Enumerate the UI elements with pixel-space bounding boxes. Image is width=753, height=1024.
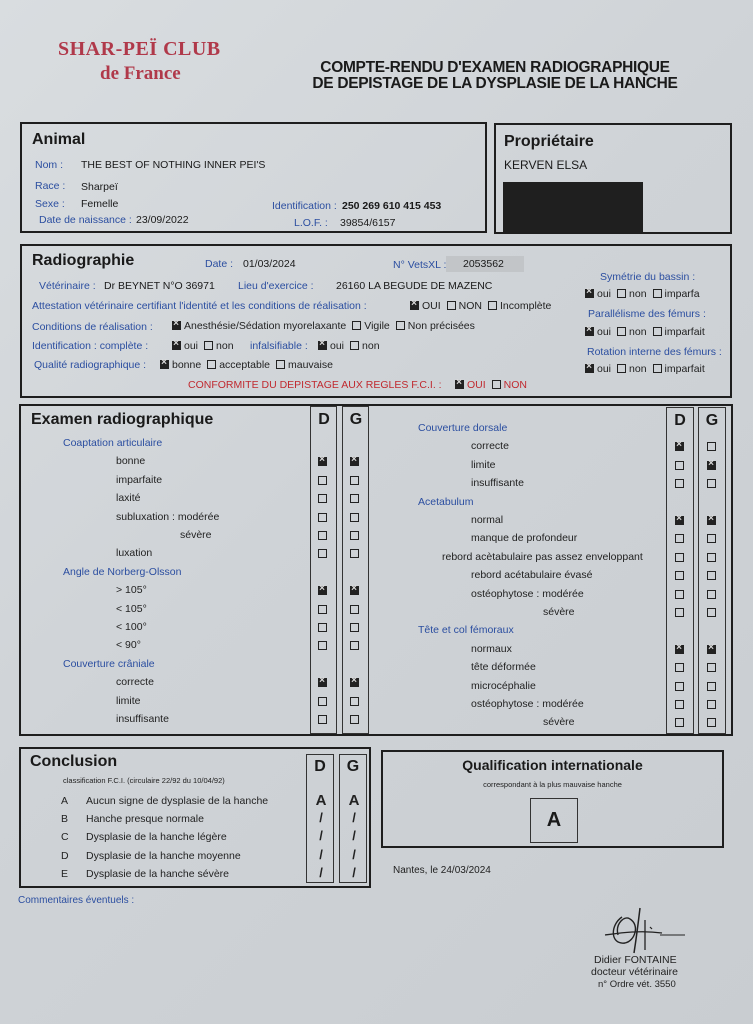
option-oui[interactable] [455,379,486,391]
checkbox-checked-icon[interactable] [585,289,594,298]
option-label: Non précisées [407,320,475,332]
checkbox-empty-icon[interactable] [396,321,405,330]
lieu-label: Lieu d'exercice : [238,280,314,292]
race-label: Race : [35,180,66,192]
qualite-label: Qualité radiographique : [34,359,147,371]
redacted-address [503,182,643,232]
checkbox-empty-icon[interactable] [352,321,361,330]
examen-checkbox-d-checked-icon[interactable] [318,586,327,595]
examen-checkbox-d-empty-icon[interactable] [675,553,684,562]
examen-checkbox-g-empty-icon[interactable] [707,479,716,488]
symetrie-label: Symétrie du bassin : [600,271,696,283]
examen-checkbox-g-empty-icon[interactable] [707,718,716,727]
option-label: imparfait [664,326,705,338]
option-oui[interactable] [585,288,611,300]
examen-checkbox-g-empty-icon[interactable] [350,623,359,632]
option-imparfa[interactable] [653,288,700,300]
conclusion-result-d: / [319,864,323,880]
checkbox-empty-icon[interactable] [350,341,359,350]
examen-checkbox-d-empty-icon[interactable] [675,682,684,691]
sexe-label: Sexe : [35,198,65,210]
examen-checkbox-g-empty-icon[interactable] [707,682,716,691]
conclusion-grade-letter: C [61,831,69,844]
conclusion-grade-label: Dysplasie de la hanche sévère [86,867,230,880]
option-incompl-te[interactable] [488,300,551,312]
checkbox-empty-icon[interactable] [492,380,501,389]
qualification-heading: Qualification internationale [462,757,643,773]
checkbox-checked-icon[interactable] [318,341,327,350]
checkbox-checked-icon[interactable] [172,341,181,350]
option-label: OUI [467,379,486,391]
checkbox-checked-icon[interactable] [455,380,464,389]
option-label: imparfa [664,288,700,300]
examen-checkbox-g-empty-icon[interactable] [707,553,716,562]
symetrie-options [585,288,706,300]
option-anesth-sie-s-dation-myorelaxante[interactable] [172,320,346,332]
conclusion-result-g: / [352,864,356,880]
examen-category: Couverture crâniale [63,657,155,670]
date-label: Date : [205,258,234,270]
qualification-section [381,750,724,848]
title-line-2: DE DEPISTAGE DE LA DYSPLASIE DE LA HANCHE [312,75,678,92]
option-label: non [216,340,234,352]
examen-checkbox-g-empty-icon[interactable] [350,697,359,706]
proprietaire-heading: Propriétaire [504,133,594,150]
examen-checkbox-g-empty-icon[interactable] [350,513,359,522]
examen-checkbox-d-empty-icon[interactable] [675,479,684,488]
examen-right-header-g: G [705,412,719,429]
naissance-value: 23/09/2022 [136,214,189,226]
option-label: oui [330,340,345,352]
conclusion-result-g: / [352,810,356,826]
option-non-pr-cis-es[interactable] [396,320,475,332]
date-value: 01/03/2024 [243,258,296,270]
option-label: imparfait [664,363,705,375]
examen-item-label: ostéophytose : modérée [471,587,584,600]
examen-checkbox-g-checked-icon[interactable] [707,516,716,525]
examen-item-label: limite [471,458,496,471]
examen-category: Couverture dorsale [418,422,508,434]
examen-item-label: manque de profondeur [471,532,578,545]
option-label: acceptable [219,359,270,371]
examen-item-label: sévère [543,606,575,618]
option-label: Incomplète [500,300,552,312]
examen-item-label: correcte [471,440,509,453]
identification-label: Identification : [272,200,337,212]
examen-item-label: < 100° [116,621,147,633]
examen-item-label: insuffisante [471,477,524,490]
examen-item-label: tête déformée [471,661,536,674]
animal-heading: Animal [32,131,86,148]
identification-options [172,340,240,352]
conditions-options [172,320,481,332]
option-label: bonne [172,359,202,371]
examen-item-label: imparfaite [116,473,163,486]
examen-checkbox-g-empty-icon[interactable] [350,476,359,485]
veterinaire-label: Vétérinaire : [39,280,96,292]
infalsifiable-label: infalsifiable : [250,340,308,352]
examen-checkbox-g-empty-icon[interactable] [707,700,716,709]
examen-item-label: ostéophytose : modérée [471,698,584,710]
conformite-label: CONFORMITE DU DEPISTAGE AUX REGLES F.C.I. : [188,379,442,391]
nom-value: THE BEST OF NOTHING INNER PEI'S [81,159,266,171]
examen-item-label: normaux [471,642,512,655]
examen-checkbox-d-empty-icon[interactable] [318,697,327,706]
examen-checkbox-d-empty-icon[interactable] [318,531,327,540]
attestation-options [410,300,557,312]
examen-checkbox-d-empty-icon[interactable] [675,608,684,617]
examen-checkbox-d-checked-icon[interactable] [675,516,684,525]
checkbox-empty-icon[interactable] [447,301,456,310]
examen-checkbox-d-empty-icon[interactable] [675,534,684,543]
conclusion-grade-label: Aucun signe de dysplasie de la hanche [86,795,269,807]
examen-left-header-d: D [318,411,330,428]
vetsxl-label: N° VetsXL : [393,259,447,271]
examen-item-label: sévère [543,716,575,729]
checkbox-empty-icon[interactable] [653,364,662,373]
examen-checkbox-g-empty-icon[interactable] [707,571,716,580]
examen-right-header-d: D [674,412,686,429]
examen-checkbox-d-checked-icon[interactable] [675,645,684,654]
examen-item-label: < 90° [116,639,141,652]
examen-item-label: insuffisante [116,713,169,725]
examen-item-label: normal [471,514,504,526]
examen-left-header-g: G [349,411,363,428]
option-label: mauvaise [288,359,333,371]
checkbox-empty-icon[interactable] [653,327,662,336]
examen-checkbox-g-empty-icon[interactable] [350,531,359,540]
parallelisme-label: Parallélisme des fémurs : [588,308,706,320]
examen-item-label: correcte [116,676,154,689]
lof-value: 39854/6157 [340,217,396,229]
examen-checkbox-g-empty-icon[interactable] [707,534,716,543]
conclusion-grade-label: Hanche presque normale [86,813,204,826]
option-label: oui [184,340,199,352]
examen-checkbox-g-checked-icon[interactable] [350,586,359,595]
examen-checkbox-g-empty-icon[interactable] [350,494,359,503]
conclusion-result-d: A [315,792,327,809]
examen-checkbox-g-empty-icon[interactable] [707,442,716,451]
option-label: NON [503,379,528,391]
club-name: SHAR-PEÏ CLUB [58,38,221,60]
examen-category: Tête et col fémoraux [418,624,514,637]
conclusion-result-g: A [348,792,360,809]
document-title [290,60,700,92]
examen-checkbox-d-empty-icon[interactable] [318,605,327,614]
option-label: non [629,326,647,338]
examen-item-label: laxité [116,492,141,505]
conclusion-grade-letter: B [61,813,69,826]
examen-checkbox-d-empty-icon[interactable] [675,700,684,709]
lieu-value: 26160 LA BEGUDE DE MAZENC [336,280,493,292]
signer-name: Didier FONTAINE [594,954,677,966]
conclusion-result-d: / [319,846,323,862]
option-vigile[interactable] [352,320,390,332]
examen-checkbox-g-checked-icon[interactable] [707,645,716,654]
examen-checkbox-d-empty-icon[interactable] [318,549,327,558]
examen-item-label: > 105° [116,584,147,597]
examen-checkbox-d-checked-icon[interactable] [318,678,327,687]
checkbox-checked-icon[interactable] [585,327,594,336]
conclusion-result-g: / [352,828,356,844]
option-non[interactable] [204,340,234,352]
checkbox-empty-icon[interactable] [617,289,626,298]
examen-item-label: microcéphalie [471,679,536,692]
examen-checkbox-d-empty-icon[interactable] [675,461,684,470]
radiographie-heading: Radiographie [32,252,135,269]
conditions-label: Conditions de réalisation : [32,321,153,333]
rotation-options [585,363,711,375]
examen-checkbox-g-empty-icon[interactable] [350,549,359,558]
nom-label: Nom : [35,159,64,171]
qualite-options [160,359,339,371]
option-label: Anesthésie/Sédation myorelaxante [184,320,347,332]
option-acceptable[interactable] [207,359,270,371]
infalsifiable-options [318,340,386,352]
option-label: OUI [422,300,441,312]
conclusion-result-d: / [319,828,323,844]
examen-item-label: limite [116,694,141,707]
examen-checkbox-g-empty-icon[interactable] [350,605,359,614]
option-non[interactable] [492,379,527,391]
examen-checkbox-g-empty-icon[interactable] [350,715,359,724]
club-country: de France [100,63,181,84]
option-non[interactable] [617,288,647,300]
signer-title: docteur vétérinaire [591,966,678,978]
examen-checkbox-g-checked-icon[interactable] [707,461,716,470]
veterinaire-value: Dr BEYNET N°O 36971 [104,280,215,292]
title-line-1: COMPTE-RENDU D'EXAMEN RADIOGRAPHIQUE [320,59,670,76]
examen-checkbox-d-empty-icon[interactable] [675,663,684,672]
option-non[interactable] [350,340,380,352]
conclusion-grade-letter: A [61,795,69,807]
conclusion-grade-label: Dysplasie de la hanche moyenne [86,849,241,862]
signature-image [600,905,690,955]
conclusion-result-d: / [319,810,323,826]
option-label: oui [597,326,612,338]
examen-item-label: sévère [180,529,212,541]
option-oui[interactable] [172,340,198,352]
proprietaire-name: KERVEN ELSA [504,158,588,172]
option-oui[interactable] [585,326,611,338]
conclusion-subtitle: classification F.C.I. (circulaire 22/92 du 10/04/92) [63,776,225,785]
checkbox-empty-icon[interactable] [488,301,497,310]
radiographie-section [20,244,732,398]
conclusion-grade-letter: D [61,849,69,862]
sexe-value: Femelle [81,198,119,210]
option-mauvaise[interactable] [276,359,333,371]
option-label: oui [597,288,612,300]
signer-ordre: n° Ordre vét. 3550 [598,979,676,990]
examen-checkbox-g-empty-icon[interactable] [707,590,716,599]
option-imparfait[interactable] [653,326,705,338]
examen-item-label: rebord acétabulaire évasé [471,569,593,582]
examen-checkbox-d-empty-icon[interactable] [318,623,327,632]
option-bonne[interactable] [160,359,201,371]
examen-item-label: luxation [116,547,153,560]
option-oui[interactable] [410,300,441,312]
examen-checkbox-d-empty-icon[interactable] [318,715,327,724]
checkbox-empty-icon[interactable] [204,341,213,350]
examen-checkbox-g-empty-icon[interactable] [707,608,716,617]
option-oui[interactable] [318,340,344,352]
rotation-label: Rotation interne des fémurs : [587,346,722,358]
option-oui[interactable] [585,363,611,375]
examen-heading: Examen radiographique [31,411,214,428]
checkbox-checked-icon[interactable] [410,301,419,310]
attestation-label: Attestation vétérinaire certifiant l'identité et les conditions de réalisation : [32,300,367,312]
conclusion-header-d: D [314,758,326,775]
examen-checkbox-d-empty-icon[interactable] [675,590,684,599]
option-label: NON [458,300,483,312]
examen-checkbox-d-empty-icon[interactable] [675,718,684,727]
option-non[interactable] [617,326,647,338]
examen-checkbox-d-checked-icon[interactable] [675,442,684,451]
option-non[interactable] [617,363,647,375]
comments-label: Commentaires éventuels : [18,895,135,906]
examen-checkbox-d-empty-icon[interactable] [318,494,327,503]
option-label: non [629,363,647,375]
examen-item-label: < 105° [116,602,147,615]
race-value: Sharpeï [81,181,118,193]
option-label: non [362,340,380,352]
examen-checkbox-d-empty-icon[interactable] [675,571,684,580]
checkbox-empty-icon[interactable] [617,364,626,373]
qualification-subtitle: correspondant à la plus mauvaise hanche [483,780,622,789]
checkbox-checked-icon[interactable] [160,360,169,369]
vetsxl-value: 2053562 [446,256,524,272]
option-non[interactable] [447,300,482,312]
animal-section [20,122,487,233]
qualification-grade: A [530,798,578,843]
option-imparfait[interactable] [653,363,705,375]
examen-checkbox-d-empty-icon[interactable] [318,641,327,650]
conclusion-grade-letter: E [61,867,69,880]
examen-checkbox-d-empty-icon[interactable] [318,513,327,522]
identification-complete-label: Identification : complète : [32,340,149,352]
conclusion-result-g: / [352,846,356,862]
place-date: Nantes, le 24/03/2024 [393,865,491,876]
checkbox-empty-icon[interactable] [653,289,662,298]
examen-item-label: rebord acètabulaire pas assez enveloppant [442,550,643,563]
examen-checkbox-g-empty-icon[interactable] [707,663,716,672]
option-label: Vigile [364,320,390,332]
examen-checkbox-g-empty-icon[interactable] [350,641,359,650]
examen-category: Angle de Norberg-Olsson [63,565,182,578]
checkbox-checked-icon[interactable] [172,321,181,330]
checkbox-empty-icon[interactable] [617,327,626,336]
examen-checkbox-d-checked-icon[interactable] [318,457,327,466]
examen-checkbox-g-checked-icon[interactable] [350,457,359,466]
checkbox-empty-icon[interactable] [207,360,216,369]
option-label: oui [597,363,612,375]
examen-checkbox-g-checked-icon[interactable] [350,678,359,687]
examen-checkbox-d-empty-icon[interactable] [318,476,327,485]
examen-category: Acetabulum [418,495,474,508]
conclusion-header-g: G [346,758,360,775]
examen-category: Coaptation articulaire [63,437,163,449]
examen-item-label: bonne [116,455,146,468]
conformite-options [455,379,533,391]
option-label: non [629,288,647,300]
parallelisme-options [585,326,711,338]
checkbox-checked-icon[interactable] [585,364,594,373]
conclusion-grade-label: Dysplasie de la hanche légère [86,831,227,844]
checkbox-empty-icon[interactable] [276,360,285,369]
lof-label: L.O.F. : [294,217,328,229]
identification-value: 250 269 610 415 453 [342,200,442,212]
examen-item-label: subluxation : modérée [116,510,220,523]
conclusion-heading: Conclusion [30,753,118,770]
naissance-label: Date de naissance : [39,214,132,226]
